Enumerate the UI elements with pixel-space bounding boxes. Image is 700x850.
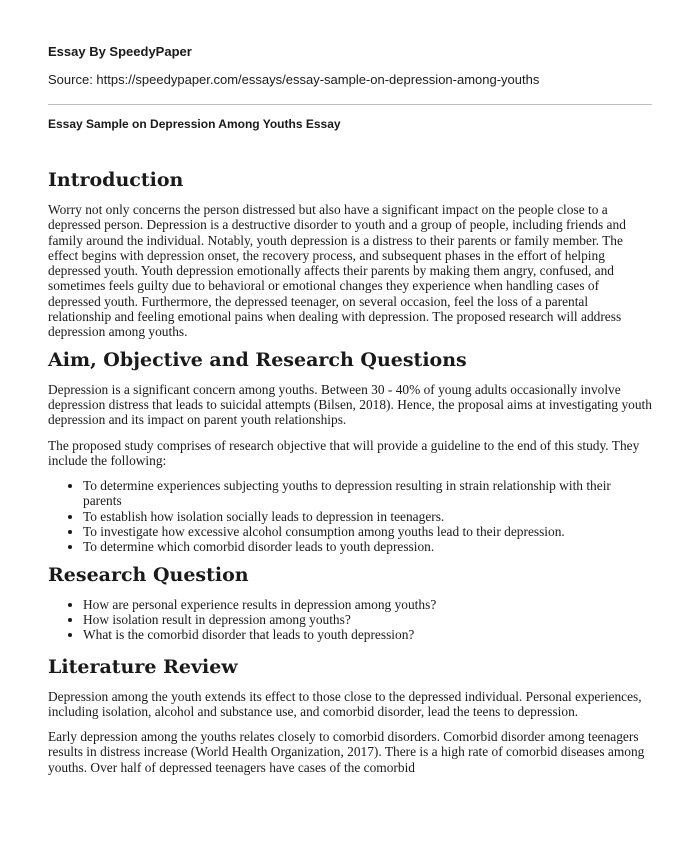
list-item: • To determine experiences subjecting youths to depression resulting in strain relationship with their parents <box>83 478 652 509</box>
research-questions-list <box>48 597 652 643</box>
aim-paragraph-1: Depression is a significant concern among youths. Between 30 - 40% of young adults occasionally involve depression distress that leads to suicidal attempts (Bilsen, 2018). Hence, the proposal aims at investigating youth depression and its impact on parent youth relationships. <box>48 381 652 428</box>
aim-paragraph-2: The proposed study comprises of research objective that will provide a guideline to the end of this study. They include the following: <box>48 437 640 468</box>
list-item: • How are personal experience results in depression among youths? <box>83 597 652 612</box>
document-source-url: Source: https://speedypaper.com/essays/essay-sample-on-depression-among-youths <box>48 72 540 87</box>
section-heading-introduction: Introduction <box>48 169 184 191</box>
list-item: • To investigate how excessive alcohol consumption among youths lead to their depression. <box>83 524 652 539</box>
objectives-list <box>48 478 652 554</box>
section-heading-literature-review: Literature Review <box>48 655 238 678</box>
header-divider <box>48 104 652 105</box>
essay-title: Essay Sample on Depression Among Youths Essay <box>48 117 341 131</box>
literature-paragraph-1: Depression among the youth extends its effect to those close to the depressed individual. Personal experiences, including isolation, alcohol and substance use, and comorbid disorder, lead the teens to depression. <box>48 688 642 719</box>
introduction-paragraph: Worry not only concerns the person distressed but also have a significant impact on the people close to a depressed person. Depression is a destructive disorder to youth and a group of people, including friends and family around the individual. Notably, youth depression is a distress to their parents or family member. The effect begins with depression onset, the recovery process, and subsequent phases in the effort of helping depressed youth. Youth depression emotionally affects their parents by making them angry, confused, and sometimes feels guilty due to behavioral or emotional changes they experience when handling cases of depressed youth. Furthermore, the depressed teenager, on several occasion, feel the loss of a parental relationship and feeling emotional pains when dealing with depression. The proposed research will address depression among youths. <box>48 202 626 340</box>
document-source-title: Essay By SpeedyPaper <box>48 44 192 59</box>
list-item: • To establish how isolation socially leads to depression in teenagers. <box>83 509 652 524</box>
section-heading-research-question: Research Question <box>48 563 249 586</box>
list-item: • How isolation result in depression among youths? <box>83 612 652 627</box>
list-item: • What is the comorbid disorder that leads to youth depression? <box>83 627 652 642</box>
list-item: • To determine which comorbid disorder leads to youth depression. <box>83 539 652 554</box>
literature-paragraph-2: Early depression among the youths relates closely to comorbid disorders. Comorbid disorder among teenagers results in distress increase (World Health Organization, 2017). There is a high rate of comorbid diseases among youths. Over half of depressed teenagers have cases of the comorbid <box>48 729 645 775</box>
section-heading-aim: Aim, Objective and Research Questions <box>48 348 467 371</box>
